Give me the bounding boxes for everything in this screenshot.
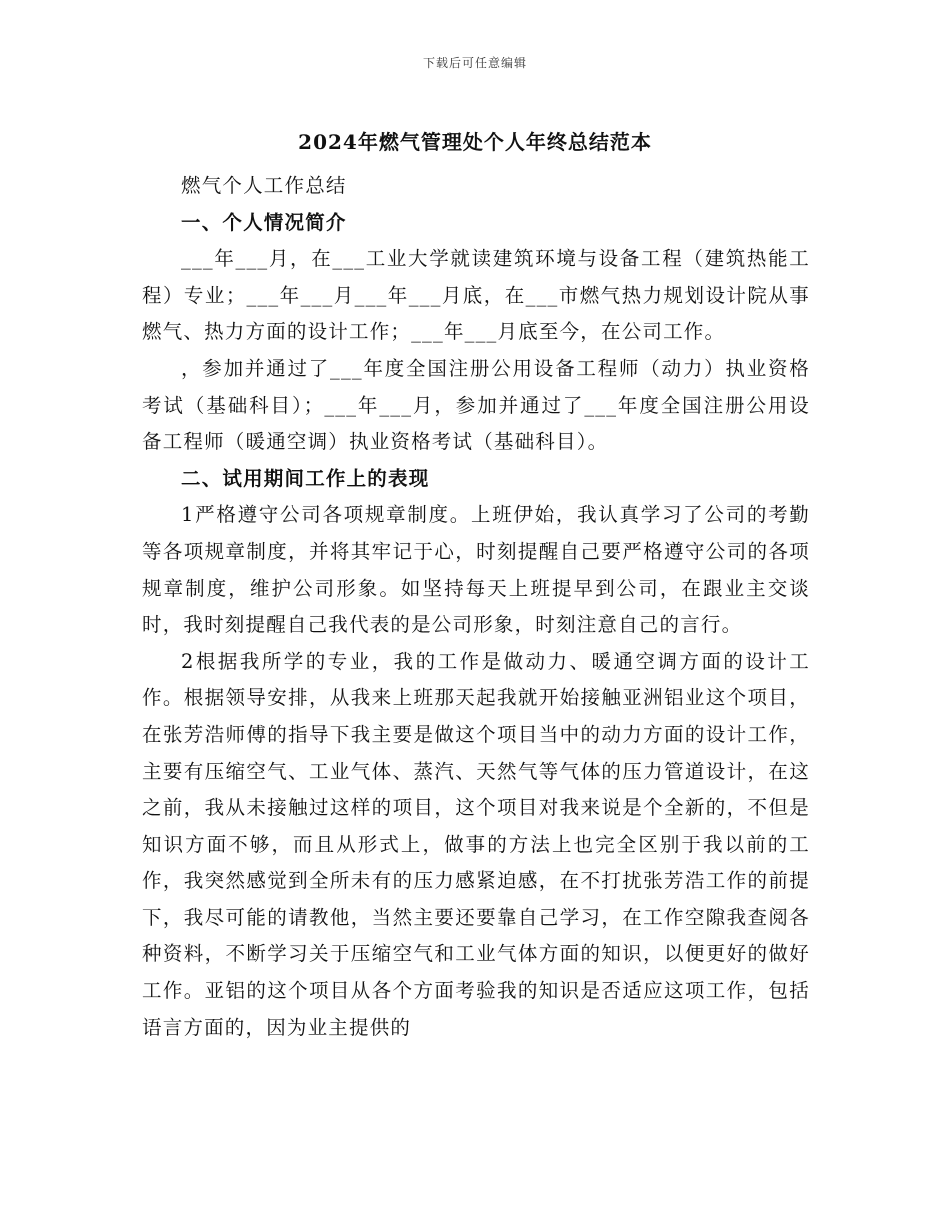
document-body — [142, 168, 810, 1046]
header-note: 下载后可任意编辑 — [422, 56, 527, 70]
paragraph: 2根据我所学的专业，我的工作是做动力、暖通空调方面的设计工作。根据领导安排，从我来上班那天起我就开始接触亚洲铝业这个项目，在张芳浩师傅的指导下我主要是做这个项目当中的动力方面的设计工作，主要有压缩空气、工业气体、蒸汽、天然气等气体的压力管道设计，在这之前，我从未接触过这样的项目，这个项目对我来说是个全新的，不但是知识方面不够，而且从形式上，做事的方法上也完全区别于我以前的工作，我突然感觉到全所未有的压力感紧迫感，在不打扰张芳浩工作的前提下，我尽可能的请教他，当然主要还要靠自己学习，在工作空隙我查阅各种资料，不断学习关于压缩空气和工业气体方面的知识，以便更好的做好工作。亚铝的这个项目从各个方面考验我的知识是否适应这项工作，包括语言方面的，因为业主提供的 — [142, 649, 810, 1039]
paragraph: 1严格遵守公司各项规章制度。上班伊始，我认真学习了公司的考勤等各项规章制度，并将其牢记于心，时刻提醒自己要严格遵守公司的各项规章制度，维护公司形象。如坚持每天上班提早到公司，在跟业主交谈时，我时刻提醒自己我代表的是公司形象，时刻注意自己的言行。 — [142, 503, 810, 637]
paragraph-intro: 燃气个人工作总结 — [181, 174, 347, 197]
section-heading-1: 一、个人情况简介 — [181, 210, 347, 234]
section-heading-2: 二、试用期间工作上的表现 — [181, 466, 430, 490]
document-title: 2024年燃气管理处个人年终总结范本 — [298, 130, 652, 154]
paragraph: ，参加并通过了___年度全国注册公用设备工程师（动力）执业资格考试（基础科目）；___年___月，参加并通过了___年度全国注册公用设备工程师（暖通空调）执业资格考试（基础科目）。 — [142, 356, 810, 454]
paragraph: ___年___月，在___工业大学就读建筑环境与设备工程（建筑热能工程）专业；___年___月___年___月底，在___市燃气热力规划设计院从事燃气、热力方面的设计工作；___年___月底至今，在公司工作。 — [142, 247, 810, 344]
